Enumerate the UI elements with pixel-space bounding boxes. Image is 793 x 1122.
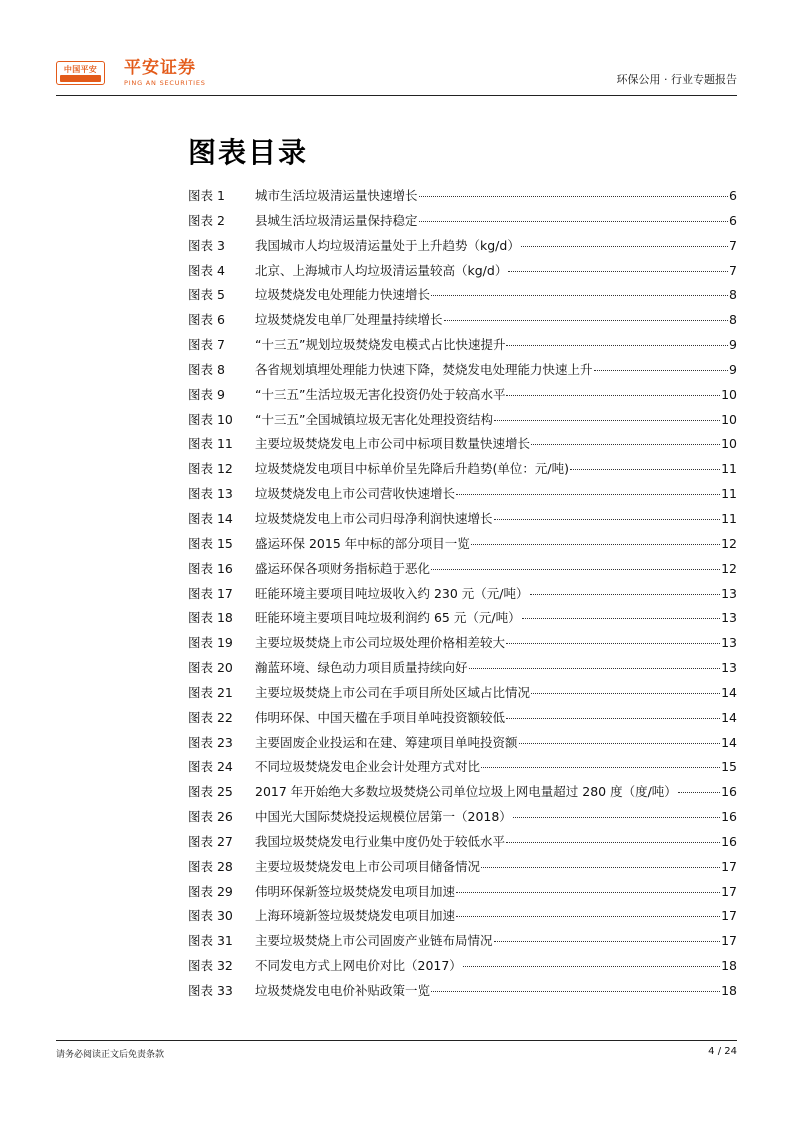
toc-entry-title: “十三五”生活垃圾无害化投资仍处于较高水平 <box>255 386 506 402</box>
toc-entry-page: 11 <box>721 486 737 502</box>
toc-entry-page: 10 <box>721 411 737 427</box>
toc-leader-dots <box>570 468 720 470</box>
toc-entry[interactable] <box>188 385 737 410</box>
toc-entry[interactable] <box>188 559 737 584</box>
toc-leader-dots <box>531 692 720 694</box>
toc-entry-label: 图表 12 <box>188 461 233 477</box>
toc-entry-label: 图表 20 <box>188 660 233 676</box>
toc-entry-label: 图表 31 <box>188 933 233 949</box>
toc-entry-page: 18 <box>721 983 737 998</box>
toc-entry-page: 11 <box>721 461 737 477</box>
toc-leader-dots <box>419 220 729 222</box>
toc-entry-title: 主要垃圾焚烧上市公司垃圾处理价格相差较大 <box>255 635 506 651</box>
toc-leader-dots <box>506 717 720 719</box>
toc-entry-title: 不同垃圾焚烧发电企业会计处理方式对比 <box>255 759 481 775</box>
toc-entry-title: 主要垃圾焚烧发电上市公司项目储备情况 <box>255 858 481 874</box>
brand <box>124 58 206 87</box>
toc-entry-title: 主要垃圾焚烧上市公司在手项目所处区域占比情况 <box>255 684 531 700</box>
toc-entry-page: 13 <box>721 610 737 626</box>
toc-leader-dots <box>494 419 720 421</box>
toc-leader-dots <box>521 245 728 247</box>
toc-entry-label: 图表 1 <box>188 188 225 203</box>
toc-entry[interactable] <box>188 509 737 534</box>
toc-leader-dots <box>456 915 720 917</box>
toc-leader-dots <box>508 270 728 272</box>
toc-entry-title: 垃圾焚烧发电上市公司归母净利润快速增长 <box>255 510 493 526</box>
logo-text: 中国平安 <box>63 65 98 74</box>
toc-entry[interactable] <box>188 807 737 832</box>
toc-entry-page: 9 <box>729 337 737 353</box>
toc-entry-title: 主要固废企业投运和在建、筹建项目单吨投资额 <box>255 734 518 750</box>
toc-entry[interactable] <box>188 956 737 981</box>
toc-entry[interactable] <box>188 708 737 733</box>
toc-entry-label: 图表 9 <box>188 386 225 402</box>
toc-leader-dots <box>494 940 721 942</box>
toc-entry-page: 10 <box>721 386 737 402</box>
toc-entry-label: 图表 33 <box>188 983 233 998</box>
toc-entry-title: 我国垃圾焚烧发电行业集中度仍处于较低水平 <box>255 833 506 849</box>
toc-entry-page: 14 <box>721 734 737 750</box>
toc-leader-dots <box>513 816 720 818</box>
footer-divider <box>56 1040 737 1041</box>
toc-entry-label: 图表 7 <box>188 337 225 353</box>
toc-entry[interactable] <box>188 211 737 236</box>
toc-entry-title: 各省规划填埋处理能力快速下降，焚烧发电处理能力快速上升 <box>255 361 593 377</box>
toc-entry[interactable] <box>188 931 737 956</box>
toc-entry-label: 图表 28 <box>188 858 233 874</box>
toc-leader-dots <box>444 319 729 321</box>
toc-entry-label: 图表 29 <box>188 883 233 899</box>
toc-entry-title: 中国光大国际焚烧投运规模位居第一（2018） <box>255 809 512 825</box>
brand-name-en: PING AN SECURITIES <box>124 79 206 87</box>
toc-entry-title: 北京、上海城市人均垃圾清运量较高（kg/d） <box>255 262 508 278</box>
toc-entry-page: 9 <box>729 361 737 377</box>
toc-entry-page: 16 <box>721 809 737 825</box>
toc-entry-page: 17 <box>721 883 737 899</box>
toc-entry[interactable] <box>188 434 737 459</box>
toc-entry-label: 图表 22 <box>188 709 233 725</box>
toc-leader-dots <box>463 965 720 967</box>
toc-entry[interactable] <box>188 186 737 211</box>
toc-entry[interactable] <box>188 484 737 509</box>
toc-leader-dots <box>678 791 720 793</box>
toc-leader-dots <box>506 344 728 346</box>
toc-entry[interactable] <box>188 410 737 435</box>
toc-entry[interactable] <box>188 981 737 1006</box>
toc-entry-label: 图表 11 <box>188 436 233 452</box>
toc-entry[interactable] <box>188 683 737 708</box>
toc-entry-page: 11 <box>721 510 737 526</box>
toc-leader-dots <box>522 617 721 619</box>
toc-entry-page: 13 <box>721 585 737 601</box>
toc-entry-title: 上海环境新签垃圾焚烧发电项目加速 <box>255 908 456 924</box>
toc-entry[interactable] <box>188 857 737 882</box>
toc-entry-page: 7 <box>729 262 737 278</box>
toc-leader-dots <box>530 593 721 595</box>
toc-leader-dots <box>531 443 720 445</box>
toc-leader-dots <box>481 866 720 868</box>
toc-entry[interactable] <box>188 261 737 286</box>
toc-leader-dots <box>431 294 728 296</box>
toc-leader-dots <box>506 841 720 843</box>
toc-entry-title: “十三五”全国城镇垃圾无害化处理投资结构 <box>255 411 493 427</box>
toc-entry[interactable] <box>188 584 737 609</box>
toc-entry-title: “十三五”规划垃圾焚烧发电模式占比快速提升 <box>255 337 506 353</box>
toc-entry-title: 主要垃圾焚烧发电上市公司中标项目数量快速增长 <box>255 436 531 452</box>
toc-entry-title: 盛运环保各项财务指标趋于恶化 <box>255 560 431 576</box>
toc-entry-label: 图表 26 <box>188 809 233 825</box>
toc-entry[interactable] <box>188 534 737 559</box>
toc-entry-label: 图表 3 <box>188 237 225 253</box>
toc-entry-title: 伟明环保新签垃圾焚烧发电项目加速 <box>255 883 456 899</box>
ping-an-logo-icon <box>56 61 105 85</box>
toc-entry-label: 图表 5 <box>188 287 225 303</box>
toc-entry-label: 图表 14 <box>188 510 233 526</box>
toc-entry-title: 垃圾焚烧发电上市公司营收快速增长 <box>255 486 456 502</box>
toc-entry-title: 主要垃圾焚烧上市公司固废产业链布局情况 <box>255 933 493 949</box>
toc-entry[interactable] <box>188 757 737 782</box>
toc-entry-page: 14 <box>721 684 737 700</box>
toc-entry-title: 垃圾焚烧发电处理能力快速增长 <box>255 287 431 303</box>
toc-entry-page: 18 <box>721 958 737 974</box>
toc-entry[interactable] <box>188 733 737 758</box>
toc-entry-page: 16 <box>721 833 737 849</box>
toc-entry-title: 垃圾焚烧发电电价补贴政策一览 <box>255 983 431 998</box>
toc-leader-dots <box>456 891 720 893</box>
toc-entry-label: 图表 32 <box>188 958 233 974</box>
toc-entry-title: 2017 年开始绝大多数垃圾焚烧公司单位垃圾上网电量超过 280 度（度/吨） <box>255 784 677 800</box>
toc-entry-label: 图表 16 <box>188 560 233 576</box>
toc-entry[interactable] <box>188 882 737 907</box>
toc-leader-dots <box>506 642 720 644</box>
toc-entry-label: 图表 18 <box>188 610 233 626</box>
toc-leader-dots <box>431 990 720 992</box>
toc-entry[interactable] <box>188 832 737 857</box>
toc-entry[interactable] <box>188 335 737 360</box>
report-type: 环保公用 · 行业专题报告 <box>616 73 737 86</box>
toc-entry-page: 6 <box>729 188 737 203</box>
toc-entry-page: 8 <box>729 287 737 303</box>
toc-entry-title: 我国城市人均垃圾清运量处于上升趋势（kg/d） <box>255 237 520 253</box>
toc-entry-page: 14 <box>721 709 737 725</box>
toc-entry-page: 17 <box>721 858 737 874</box>
header-divider <box>56 95 737 96</box>
toc-entry-title: 旺能环境主要项目吨垃圾利润约 65 元（元/吨） <box>255 610 521 626</box>
toc-leader-dots <box>506 394 720 396</box>
toc-entry[interactable] <box>188 285 737 310</box>
toc-entry-title: 垃圾焚烧发电项目中标单价呈先降后升趋势(单位：元/吨) <box>255 461 569 477</box>
toc-entry-label: 图表 19 <box>188 635 233 651</box>
toc-entry-page: 6 <box>729 212 737 228</box>
toc-entry-page: 17 <box>721 933 737 949</box>
toc-leader-dots <box>471 543 720 545</box>
toc-leader-dots <box>456 493 720 495</box>
toc-entry-title: 不同发电方式上网电价对比（2017） <box>255 958 462 974</box>
toc-entry-label: 图表 24 <box>188 759 233 775</box>
toc-entry-page: 13 <box>721 635 737 651</box>
toc-entry-title: 盛运环保 2015 年中标的部分项目一览 <box>255 535 470 551</box>
toc-entry-label: 图表 6 <box>188 312 225 328</box>
toc-entry-label: 图表 21 <box>188 684 233 700</box>
page-number: 4 / 24 <box>708 1046 737 1057</box>
toc-entry-label: 图表 25 <box>188 784 233 800</box>
toc-entry-title: 伟明环保、中国天楹在手项目单吨投资额较低 <box>255 709 506 725</box>
toc-leader-dots <box>431 568 720 570</box>
toc-entry[interactable] <box>188 236 737 261</box>
toc-entry-page: 10 <box>721 436 737 452</box>
toc-entry-page: 8 <box>729 312 737 328</box>
toc-entry[interactable] <box>188 459 737 484</box>
toc-entry-label: 图表 27 <box>188 833 233 849</box>
toc-entry[interactable] <box>188 906 737 931</box>
toc-entry[interactable] <box>188 658 737 683</box>
toc-leader-dots <box>519 742 721 744</box>
footer-disclaimer: 请务必阅读正文后免责条款 <box>56 1050 165 1060</box>
toc-entry-label: 图表 13 <box>188 486 233 502</box>
figure-toc-list <box>188 186 737 1006</box>
toc-entry-label: 图表 10 <box>188 411 233 427</box>
toc-leader-dots <box>469 667 721 669</box>
page-title: 图表目录 <box>188 136 309 169</box>
toc-entry[interactable] <box>188 310 737 335</box>
toc-entry-title: 瀚蓝环境、绿色动力项目质量持续向好 <box>255 660 468 676</box>
toc-entry-page: 12 <box>721 535 737 551</box>
toc-entry-label: 图表 2 <box>188 212 225 228</box>
toc-entry-title: 城市生活垃圾清运量快速增长 <box>255 188 418 203</box>
toc-entry[interactable] <box>188 633 737 658</box>
toc-entry-label: 图表 8 <box>188 361 225 377</box>
toc-entry[interactable] <box>188 782 737 807</box>
toc-leader-dots <box>594 369 729 371</box>
toc-entry-title: 垃圾焚烧发电单厂处理量持续增长 <box>255 312 443 328</box>
toc-entry-page: 17 <box>721 908 737 924</box>
toc-entry-label: 图表 17 <box>188 585 233 601</box>
toc-entry-page: 12 <box>721 560 737 576</box>
toc-entry-label: 图表 4 <box>188 262 225 278</box>
toc-entry[interactable] <box>188 360 737 385</box>
toc-entry[interactable] <box>188 608 737 633</box>
page-header <box>56 58 737 96</box>
toc-entry-label: 图表 23 <box>188 734 233 750</box>
toc-entry-title: 县城生活垃圾清运量保持稳定 <box>255 212 418 228</box>
toc-leader-dots <box>481 766 720 768</box>
toc-entry-page: 15 <box>721 759 737 775</box>
toc-entry-page: 13 <box>721 660 737 676</box>
toc-leader-dots <box>419 195 729 197</box>
toc-entry-label: 图表 30 <box>188 908 233 924</box>
brand-name-cn: 平安证券 <box>124 58 196 78</box>
toc-entry-label: 图表 15 <box>188 535 233 551</box>
toc-entry-page: 7 <box>729 237 737 253</box>
toc-leader-dots <box>494 518 721 520</box>
toc-entry-page: 16 <box>721 784 737 800</box>
toc-entry-title: 旺能环境主要项目吨垃圾收入约 230 元（元/吨） <box>255 585 529 601</box>
